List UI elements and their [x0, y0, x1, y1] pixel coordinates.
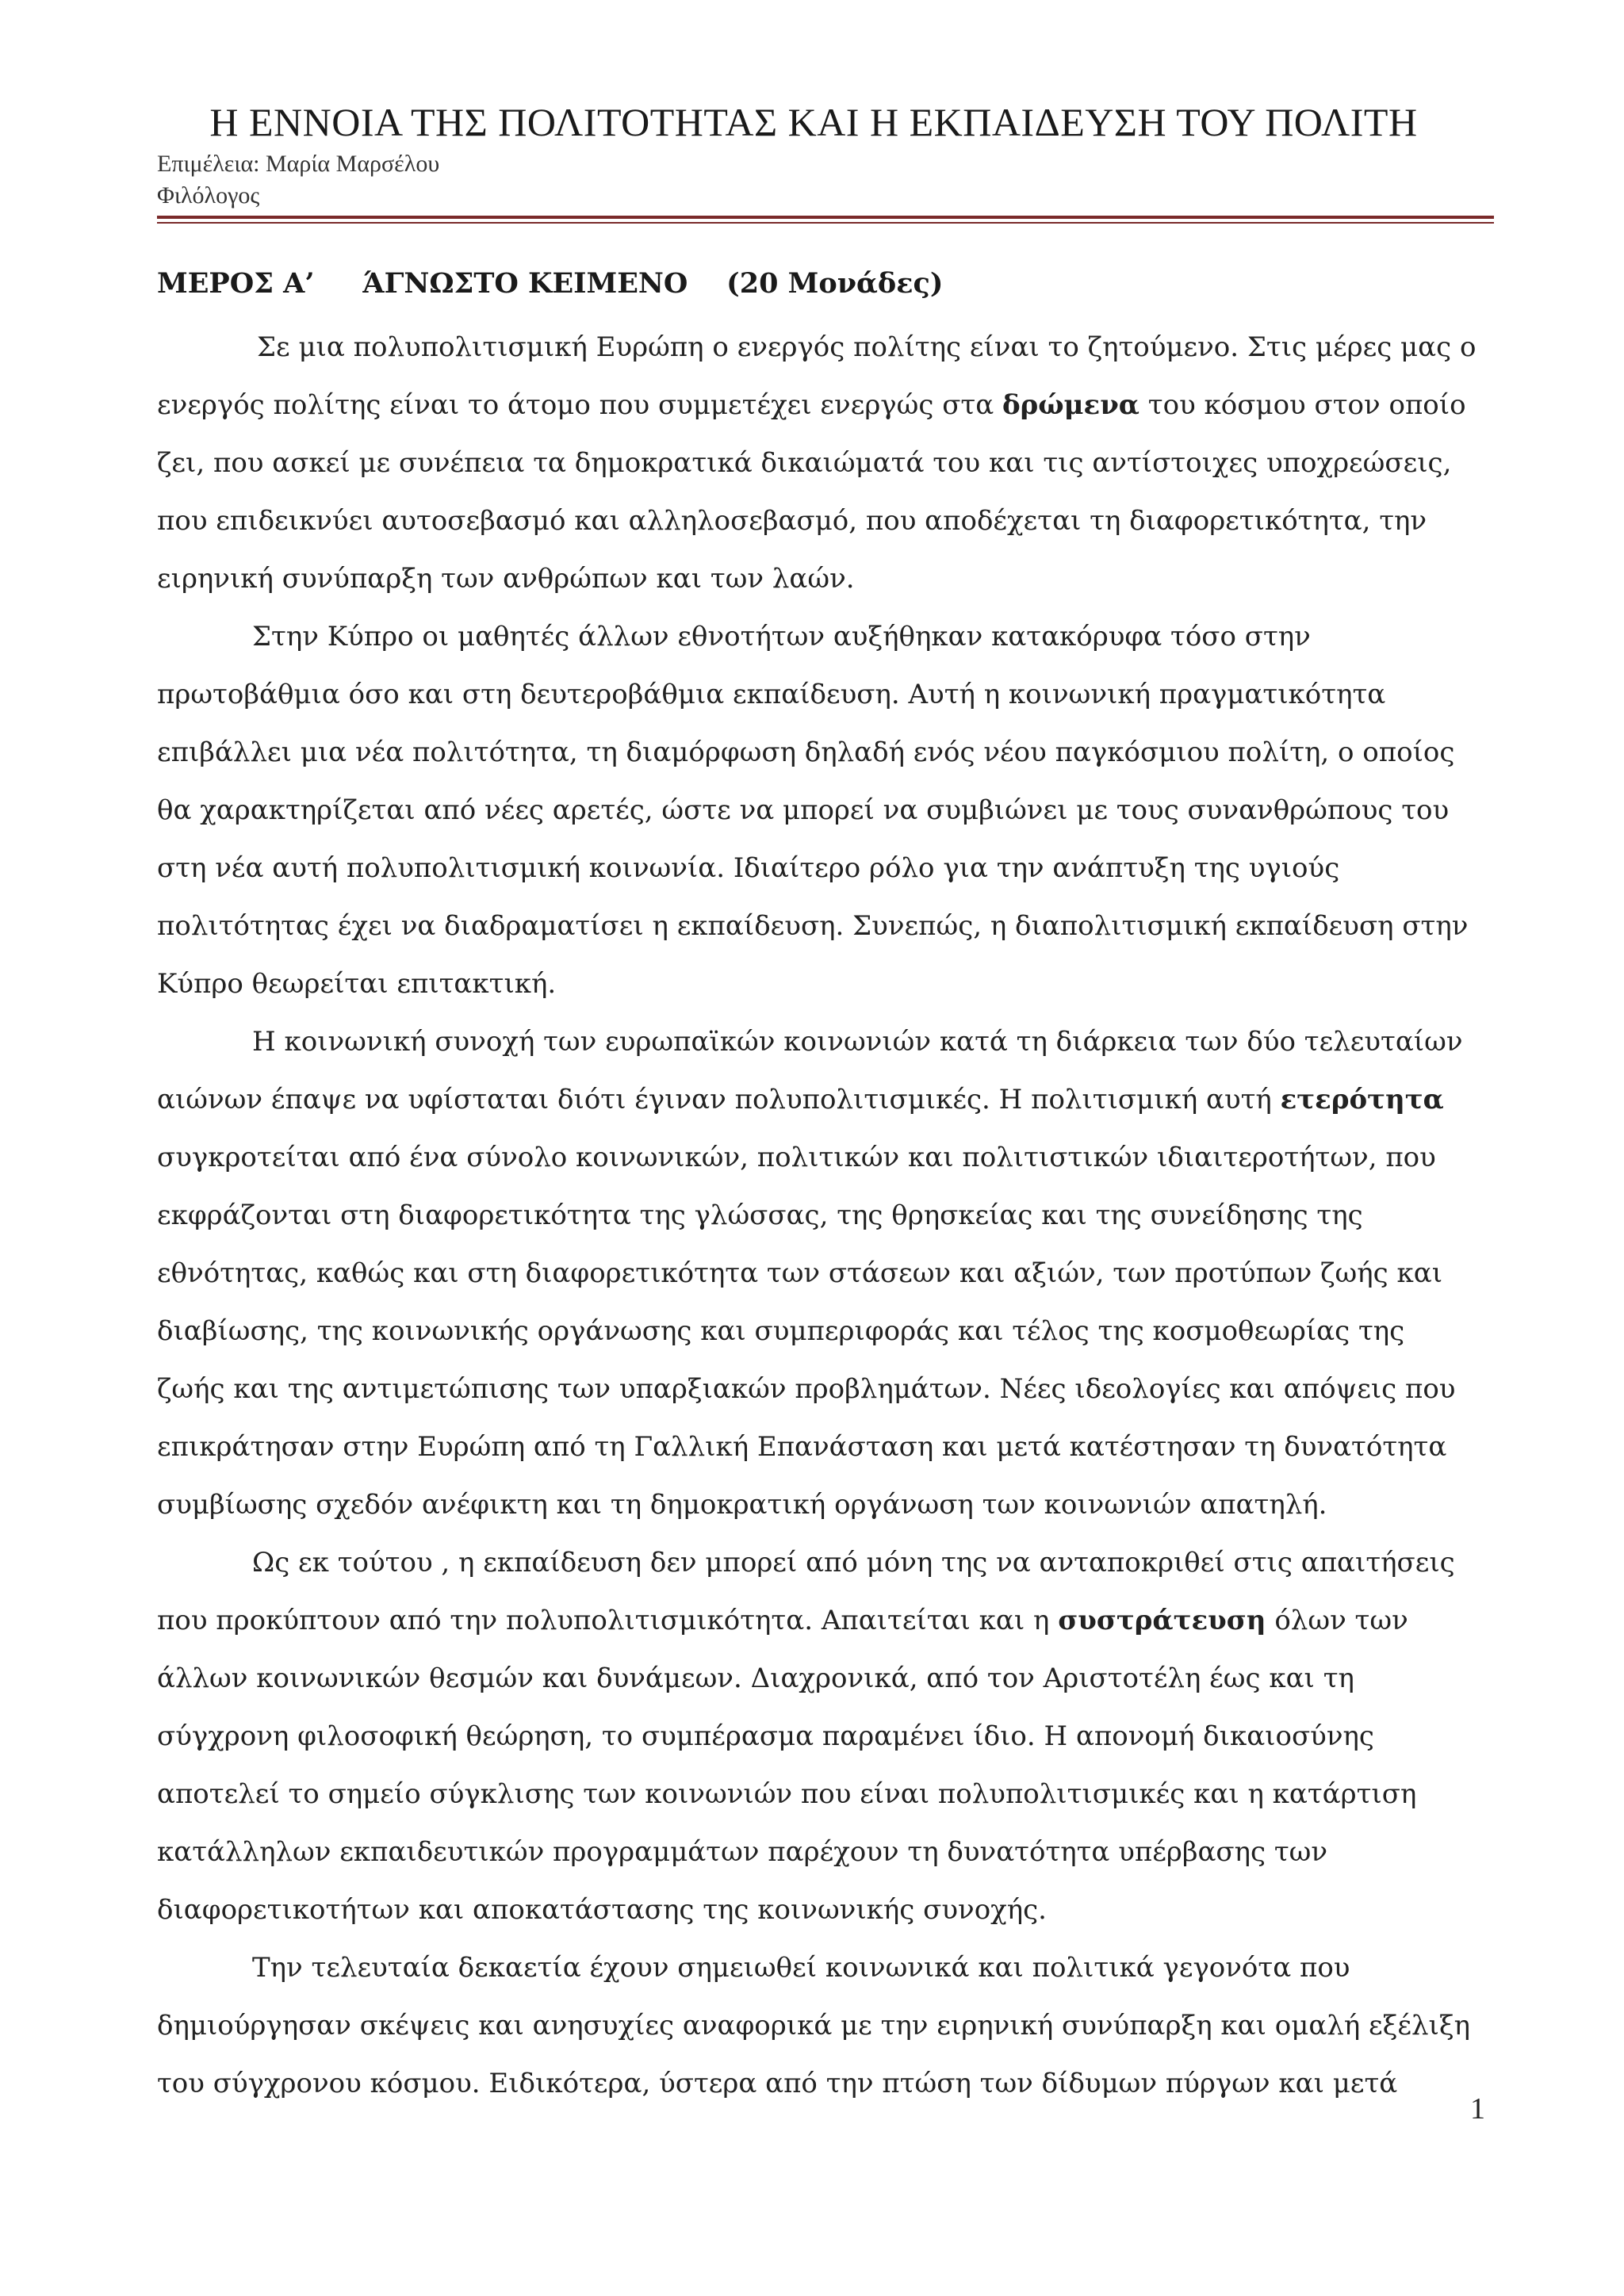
paragraph-1-line-4: που επιδεικνύει αυτοσεβασμό και αλληλοσεβασμό, που αποδέχεται τη διαφορετικότητα, την [157, 505, 1427, 537]
paragraph-4-line-2 [157, 1592, 1494, 1650]
paragraph-1-line-5: ειρηνική συνύπαρξη των ανθρώπων και των λαών. [157, 563, 855, 595]
text-run: αιώνων έπαψε να υφίσταται διότι έγιναν πολυπολιτισμικές. Η πολιτισμική αυτή [157, 1084, 1281, 1115]
body-text [157, 319, 1494, 2113]
document-title: Η ΕΝΝΟΙΑ ΤΗΣ ΠΟΛΙΤΟΤΗΤΑΣ ΚΑΙ Η ΕΚΠΑΙΔΕΥΣΗ ΤΟΥ ΠΟΛΙΤΗ [209, 100, 1418, 144]
paragraph-3-line-6: διαβίωσης, της κοινωνικής οργάνωσης και συμπεριφοράς και τέλος της κοσμοθεωρίας της [157, 1315, 1405, 1347]
page-number: 1 [1470, 2092, 1485, 2126]
paragraph-3-line-5: εθνότητας, καθώς και στη διαφορετικότητα των στάσεων και αξιών, των προτύπων ζωής και [157, 1257, 1443, 1289]
paragraph-2-line-6: πολιτότητας έχει να διαδραματίσει η εκπαίδευση. Συνεπώς, η διαπολιτισμική εκπαίδευση στην [157, 910, 1469, 942]
paragraph-3-line-9: συμβίωσης σχεδόν ανέφικτη και τη δημοκρατική οργάνωση των κοινωνιών απατηλή. [157, 1489, 1327, 1521]
text-run: του κόσμου στον οποίο [1139, 389, 1466, 421]
paragraph-4-line-7: διαφορετικοτήτων και αποκατάστασης της κοινωνικής συνοχής. [157, 1894, 1047, 1926]
paragraph-4-line-4: σύγχρονη φιλοσοφική θεώρηση, το συμπέρασμα παραμένει ίδιο. Η απονομή δικαιοσύνης [157, 1720, 1374, 1752]
text-run: που προκύπτουν από την πολυπολιτισμικότητα. Απαιτείται και η [157, 1605, 1059, 1636]
paragraph-3-line-4: εκφράζονται στη διαφορετικότητα της γλώσσας, της θρησκείας και της συνείδησης της [157, 1200, 1363, 1231]
text-run: όλων των [1266, 1605, 1408, 1636]
paragraph-4-line-3: άλλων κοινωνικών θεσμών και δυνάμεων. Διαχρονικά, από τον Αριστοτέλη έως και τη [157, 1663, 1354, 1694]
paragraph-5-line-1: Την τελευταία δεκαετία έχουν σημειωθεί κοινωνικά και πολιτικά γεγονότα που [252, 1952, 1350, 1984]
paragraph-2-line-1: Στην Κύπρο οι μαθητές άλλων εθνοτήτων αυξήθηκαν κατακόρυφα τόσο στην [252, 621, 1311, 652]
editor-line: Επιμέλεια: Μαρία Μαρσέλου [157, 151, 440, 177]
paragraph-3-line-3: συγκροτείται από ένα σύνολο κοινωνικών, πολιτικών και πολιτιστικών ιδιαιτεροτήτων, που [157, 1142, 1436, 1173]
paragraph-5-line-3: του σύγχρονου κόσμου. Ειδικότερα, ύστερα από την πτώση των δίδυμων πύργων και μετά [157, 2068, 1398, 2099]
paragraph-2-line-7: Κύπρο θεωρείται επιτακτική. [157, 968, 557, 1000]
paragraph-5-line-2: δημιούργησαν σκέψεις και ανησυχίες αναφορικά με την ειρηνική συνύπαρξη και ομαλή εξέλιξη [157, 2010, 1470, 2042]
paragraph-3-line-7: ζωής και της αντιμετώπισης των υπαρξιακών προβλημάτων. Νέες ιδεολογίες και απόψεις που [157, 1373, 1456, 1405]
paragraph-1-line-2 [157, 377, 1494, 434]
paragraph-1-line-3: ζει, που ασκεί με συνέπεια τα δημοκρατικά δικαιώματά του και τις αντίστοιχες υποχρεώσεις, [157, 447, 1452, 479]
paragraph-4-line-5: αποτελεί το σημείο σύγκλισης των κοινωνιών που είναι πολυπολιτισμικές και η κατάρτιση [157, 1778, 1417, 1810]
text-run: ενεργός πολίτης είναι το άτομο που συμμετέχει ενεργώς στα [157, 389, 1002, 421]
paragraph-4-line-6: κατάλληλων εκπαιδευτικών προγραμμάτων παρέχουν τη δυνατότητα υπέρβασης των [157, 1836, 1328, 1868]
paragraph-3-line-8: επικράτησαν στην Ευρώπη από τη Γαλλική Επανάσταση και μετά κατέστησαν τη δυνατότητα [157, 1431, 1447, 1463]
paragraph-2-line-3: επιβάλλει μια νέα πολιτότητα, τη διαμόρφωση δηλαδή ενός νέου παγκόσμιου πολίτη, ο οποίος [157, 737, 1455, 768]
bold-term-eterotita: ετερότητα [1280, 1084, 1444, 1115]
bold-term-dromena: δρώμενα [1002, 389, 1139, 421]
bold-term-systratefsi: συστράτευση [1058, 1605, 1266, 1636]
paragraph-3-line-1: Η κοινωνική συνοχή των ευρωπαϊκών κοινωνιών κατά τη διάρκεια των δύο τελευταίων [252, 1026, 1463, 1058]
paragraph-2-line-4: θα χαρακτηρίζεται από νέες αρετές, ώστε να μπορεί να συμβιώνει με τους συνανθρώπους του [157, 794, 1450, 826]
paragraph-4-line-1: Ως εκ τούτου , η εκπαίδευση δεν μπορεί από μόνη της να ανταποκριθεί στις απαιτήσεις [252, 1547, 1455, 1578]
author-role: Φιλόλογος [157, 182, 260, 209]
paragraph-3-line-2 [157, 1071, 1494, 1129]
header-divider [157, 216, 1494, 224]
paragraph-2-line-2: πρωτοβάθμια όσο και στη δευτεροβάθμια εκπαίδευση. Αυτή η κοινωνική πραγματικότητα [157, 679, 1386, 710]
section-heading: ΜΕΡΟΣ Α’ ΆΓΝΩΣΤΟ ΚΕΙΜΕΝΟ (20 Μονάδες) [157, 267, 944, 300]
paragraph-2-line-5: στη νέα αυτή πολυπολιτισμική κοινωνία. Ιδιαίτερο ρόλο για την ανάπτυξη της υγιούς [157, 852, 1340, 884]
paragraph-1-line-1: Σε μια πολυπολιτισμική Ευρώπη ο ενεργός πολίτης είναι το ζητούμενο. Στις μέρες μας ο [257, 331, 1477, 363]
